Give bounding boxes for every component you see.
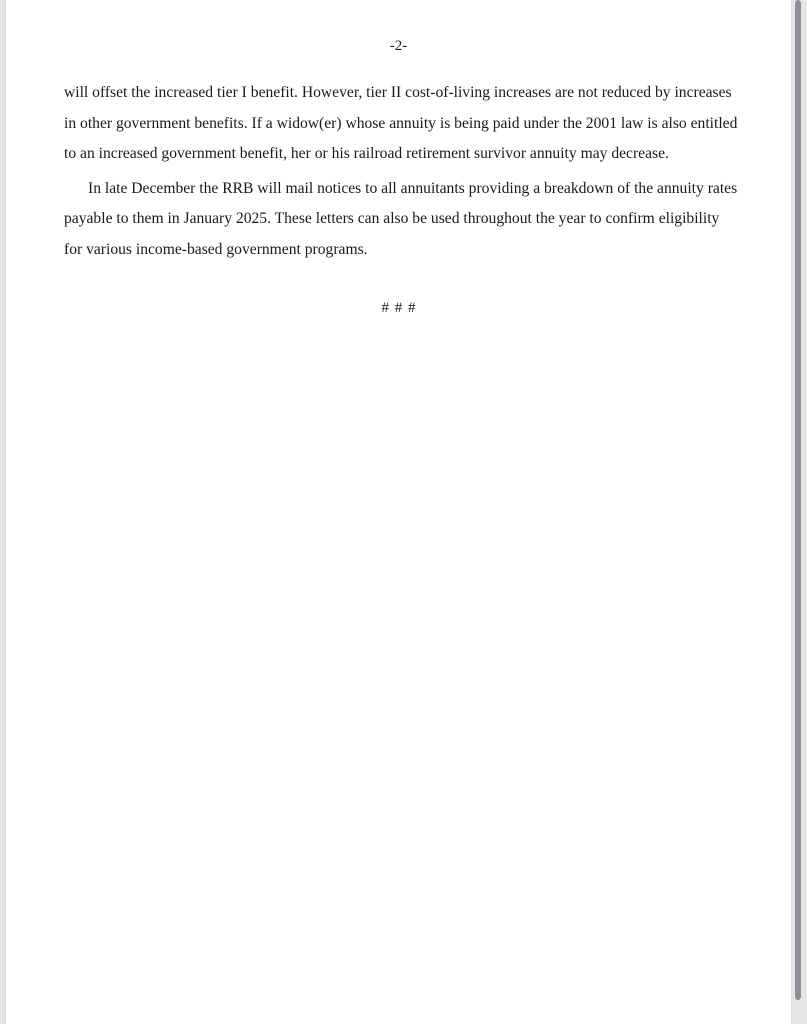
end-of-release-mark: # # #	[381, 300, 416, 316]
document-page	[6, 0, 791, 1024]
vertical-scrollbar[interactable]	[795, 0, 801, 1000]
page-number: -2-	[389, 38, 408, 54]
paragraph-1: will offset the increased tier I benefit. However, tier II cost-of-living increases are not reduced by increases in other government benefits. If a widow(er) whose annuity is being paid under the 2001 law is also entitled to an increased government benefit, her or his railroad retirement survivor annuity may decrease.	[64, 84, 738, 162]
paragraph-2: In late December the RRB will mail notices to all annuitants providing a breakdown of the annuity rates payable to them in January 2025. These letters can also be used throughout the year to confirm eligibility for various income-based government programs.	[64, 179, 738, 258]
body-text	[64, 78, 740, 269]
